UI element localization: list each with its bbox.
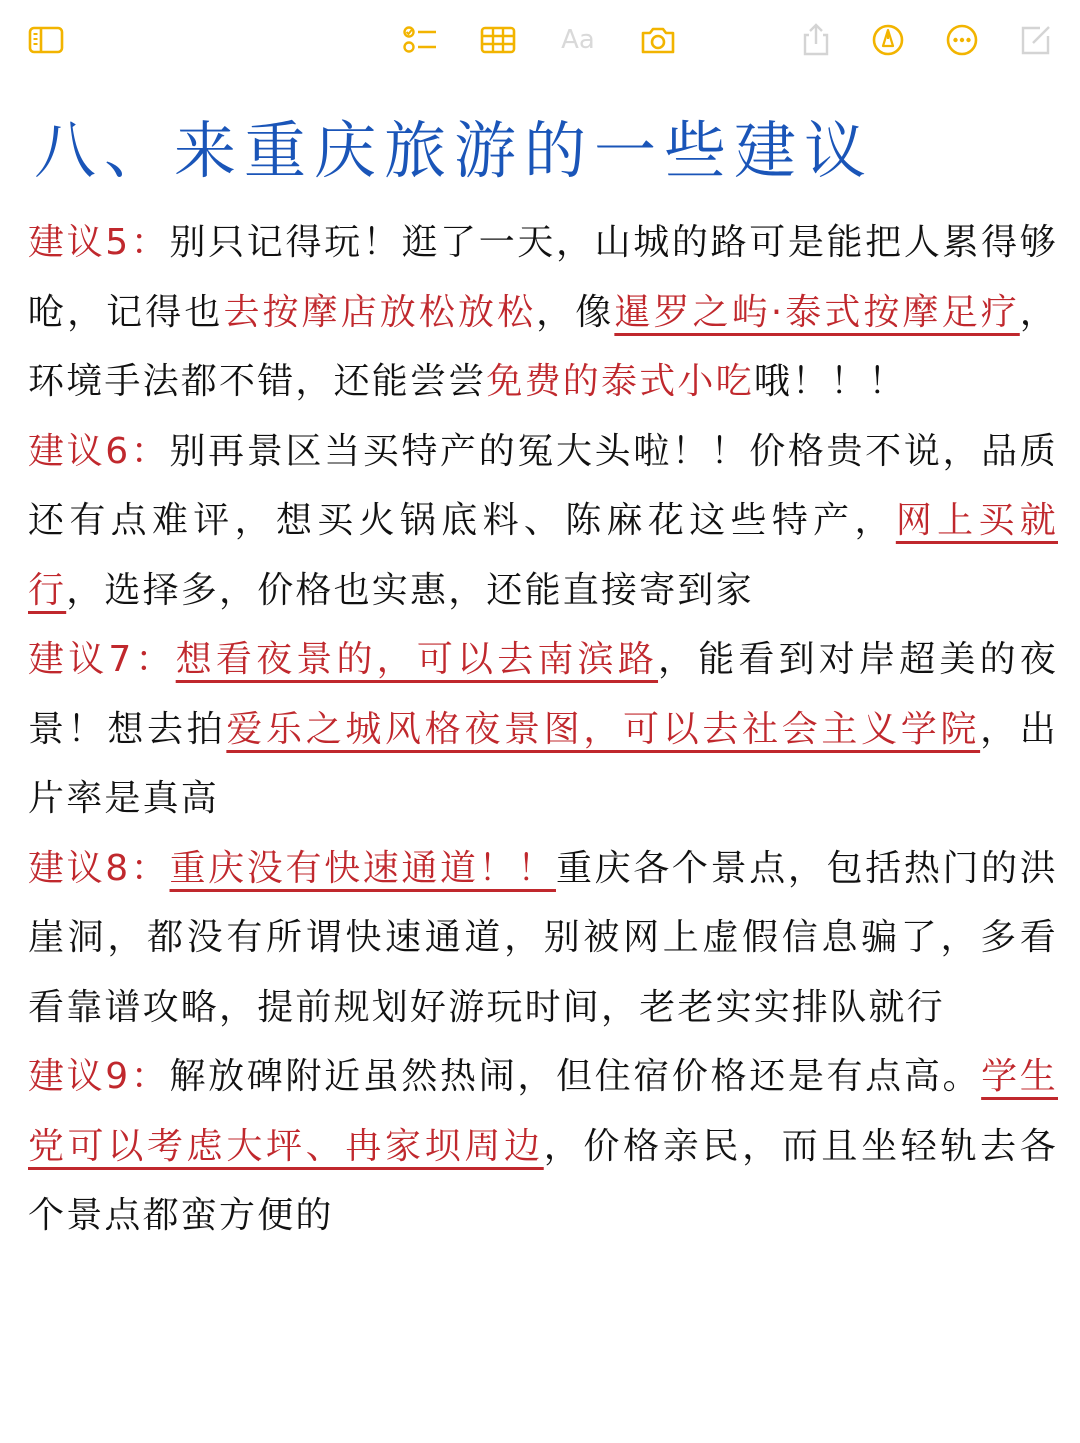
sidebar-icon[interactable] <box>26 20 66 60</box>
tip-paragraph <box>28 625 1058 834</box>
body-text: 哦！！！ <box>753 361 907 402</box>
tip-label: 建议7： <box>28 639 176 680</box>
body-text: 解放碑附近虽然热闹，但住宿价格还是有点高。 <box>169 1056 982 1097</box>
body-text: ，能看到对岸超美的夜景！想去拍 <box>28 639 1058 750</box>
checklist-icon[interactable] <box>400 20 440 60</box>
body-text: 别再景区当买特产的冤大头啦！！价格贵不说，品质还有点难评，想买火锅底料、陈麻花这些特产， <box>28 430 1058 541</box>
body-text: 重庆各个景点，包括热门的洪崖洞，都没有所谓快速通道，别被网上虚假信息骗了，多看看靠谱攻略，提前规划好游玩时间，老老实实排队就行 <box>28 847 1058 1028</box>
tip-paragraph <box>28 834 1058 1043</box>
underlined-highlight: 重庆没有快速通道！！ <box>169 847 556 889</box>
note-content[interactable] <box>28 96 1058 1251</box>
body-text: ，出片率是真高 <box>28 708 1058 819</box>
tips-list <box>28 208 1058 1251</box>
underlined-highlight: 网上买就行 <box>28 500 1058 611</box>
notes-toolbar <box>0 0 1080 80</box>
underlined-highlight: 暹罗之屿·泰式按摩足疗 <box>614 291 1020 333</box>
underlined-highlight: 爱乐之城风格夜景图，可以去社会主义学院 <box>226 708 981 750</box>
tip-label: 建议9： <box>28 1056 170 1097</box>
text-format-icon[interactable] <box>558 20 598 60</box>
body-text: ，像 <box>536 291 615 333</box>
table-icon[interactable] <box>478 20 518 60</box>
underlined-highlight: 想看夜景的，可以去南滨路 <box>175 639 659 680</box>
tip-label: 建议6： <box>28 430 170 472</box>
share-icon[interactable] <box>796 20 836 60</box>
highlight-text: 免费的泰式小吃 <box>486 361 754 402</box>
camera-icon[interactable] <box>638 20 678 60</box>
tip-paragraph <box>28 208 1058 417</box>
more-icon[interactable] <box>942 20 982 60</box>
tip-label: 建议5： <box>28 222 170 263</box>
body-text: ，选择多，价格也实惠，还能直接寄到家 <box>66 569 754 611</box>
body-text: 别只记得玩！逛了一天，山城的路可是能把人累得够呛，记得也 <box>28 222 1058 333</box>
underlined-highlight: 学生党可以考虑大坪、冉家坝周边 <box>28 1056 1058 1167</box>
markup-icon[interactable] <box>868 20 908 60</box>
body-text: ，环境手法都不错，还能尝尝 <box>28 291 1058 402</box>
body-text: ，价格亲民，而且坐轻轨去各个景点都蛮方便的 <box>28 1125 1058 1236</box>
tip-paragraph <box>28 417 1058 626</box>
note-title: 八、来重庆旅游的一些建议 <box>34 114 875 187</box>
tip-label: 建议8： <box>28 847 170 889</box>
tip-paragraph <box>28 1042 1058 1251</box>
compose-icon[interactable] <box>1016 20 1056 60</box>
text-format-label: Aa <box>561 25 595 55</box>
highlight-text: 去按摩店放松放松 <box>223 291 537 333</box>
